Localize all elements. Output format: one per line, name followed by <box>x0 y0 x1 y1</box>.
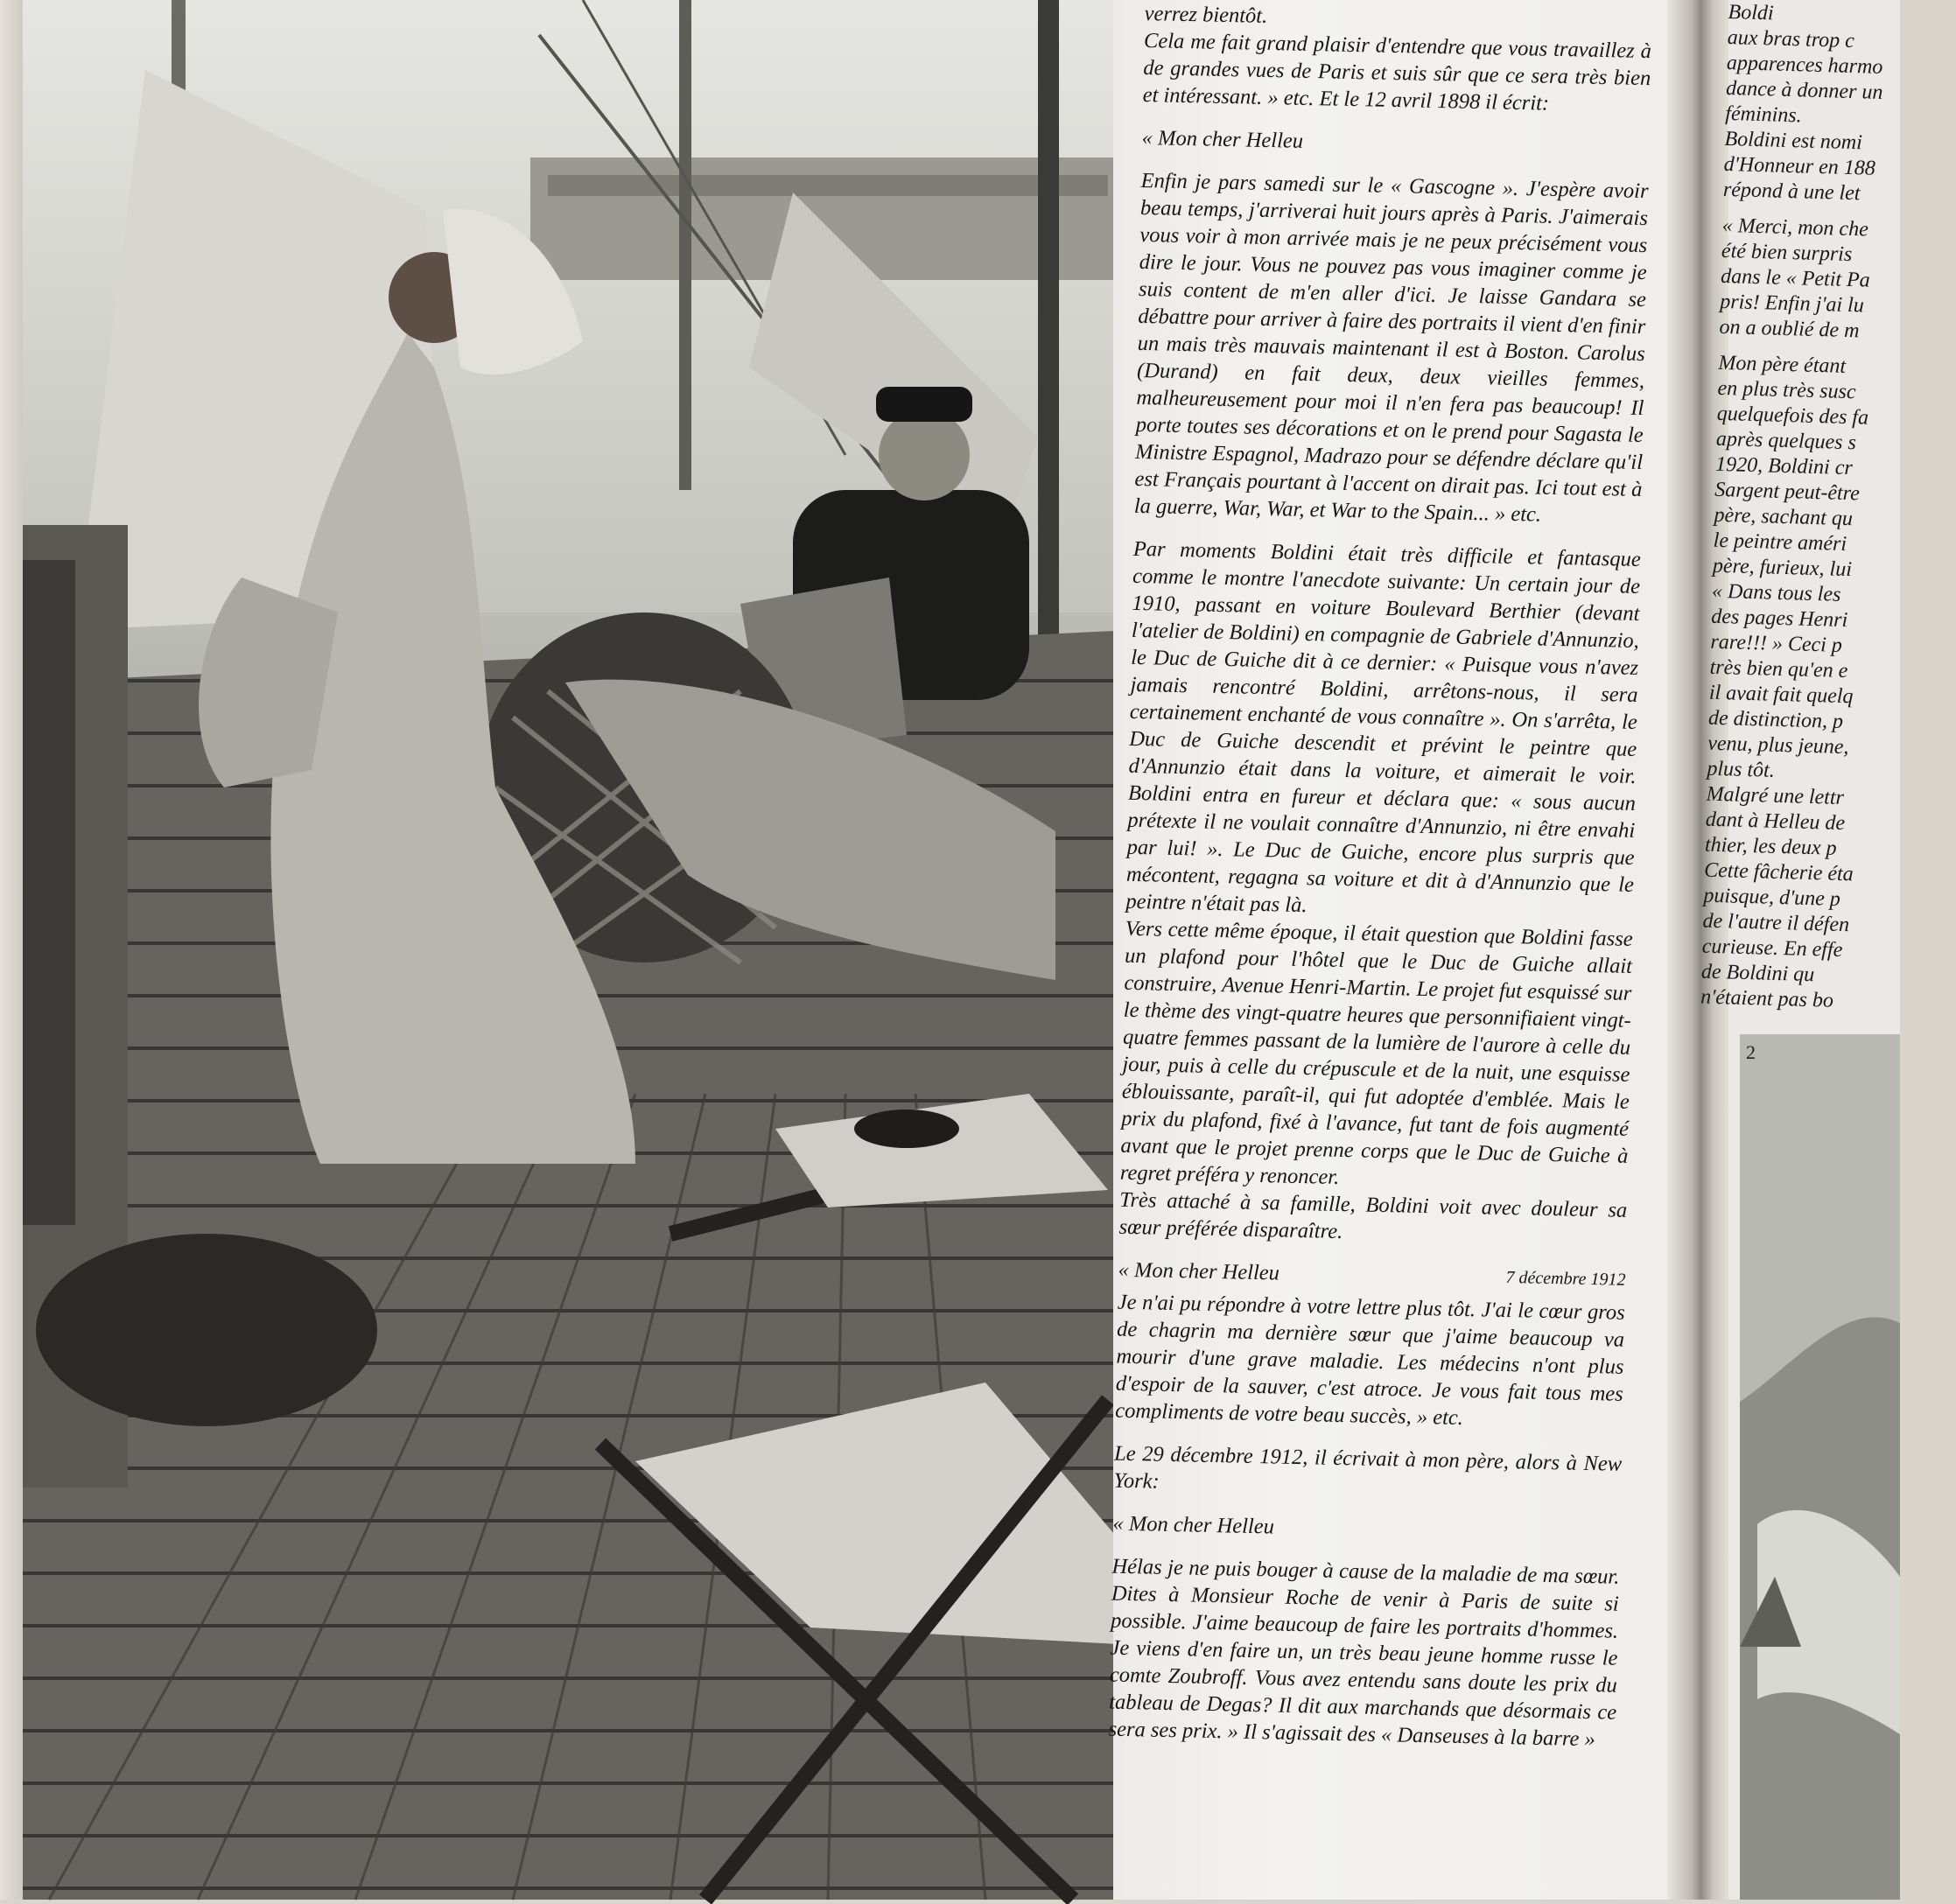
letter-body: Enfin je pars samedi sur le « Gascogne ». J'espère avoir beau temps, j'arriverai huit jours après à Paris. J'aimerais vous voir à mon arrivée mais je ne peux précisément vous dire le jour. Vous ne pouvez pas vous imaginer comme je suis content de m'en aller d'ici. Je laisse Gandara se débattre pour arriver à faire des portraits il vient d'en finir un mais très mauvais maintenant il est à Boston. Carolus (Durand) en fait deux, deux vieilles femmes, malheureusement pour moi il n'en fera pas beaucoup! Il porte toutes ses décorations et on le prend pour Sagasta le Ministre Espagnol, Madrazo pour se défendre déclare qu'il est Français pourtant à l'accent on dirait pas. Ici tout est à la guerre, War, War, et War to the Spain... » etc. <box>1133 168 1649 527</box>
right-text-line: 1920, Boldini cr <box>1714 452 1854 480</box>
right-text-line: aux bras trop c <box>1727 25 1855 53</box>
paragraph: verrez bientôt. <box>1144 1 1268 28</box>
right-text-line: pris! Enfin j'ai lu <box>1720 290 1865 318</box>
right-text-line: Mon père étant <box>1718 351 1847 378</box>
paragraph: Très attaché à sa famille, Boldini voit avec douleur sa sœur préférée disparaître. <box>1118 1187 1628 1244</box>
right-text-line: de Boldini qu <box>1700 960 1815 987</box>
right-text-line: en plus très susc <box>1717 376 1856 404</box>
right-text-line: d'Honneur en 188 <box>1723 152 1876 180</box>
right-text-line: venu, plus jeune, <box>1707 732 1849 760</box>
right-text-line: on a oublié de m <box>1719 315 1860 343</box>
letter-salutation: « Mon cher Helleu <box>1141 125 1304 153</box>
figure-number: 2 <box>1746 1041 1756 1063</box>
right-text-line: le peintre améri <box>1713 528 1847 556</box>
right-text-line: été bien surpris <box>1721 239 1853 267</box>
right-text-line: Cette fâcherie éta <box>1703 858 1854 886</box>
right-text-line: thier, les deux p <box>1704 833 1837 860</box>
right-text-line: « Dans tous les <box>1711 579 1841 606</box>
right-text-line: père, sachant qu <box>1714 503 1854 531</box>
right-text-line: plus tôt. <box>1707 757 1776 782</box>
right-text-line: répond à une let <box>1722 178 1861 206</box>
right-text-line: Boldini est nomi <box>1724 127 1863 155</box>
right-text-line: après quelques s <box>1715 427 1857 455</box>
paragraph: Vers cette même époque, il était question que Boldini fasse un plafond pour l'hôtel que le Duc de Guiche allait construire, Avenue Henri-Martin. Le projet fut esquissé sur le thème des vingt-quatre heures que personnifiaient vingt-quatre femmes passant de la lumière de l'aurore à celle du jour, puis à celle du crépuscule et de la nuit, une esquisse éblouissante, paraît-il, qui fut adoptée d'emblée. Mais le prix du plafond, fixé à l'avance, fut tant de fois augmenté avant que le projet prenne corps que le Duc de Guiche à regret préféra y renoncer. <box>1119 916 1633 1189</box>
right-text-line: Malgré une lettr <box>1706 782 1845 810</box>
right-text-line: dant à Helleu de <box>1705 808 1846 836</box>
right-text-line: Sargent peut-être <box>1714 478 1861 506</box>
paragraph: Par moments Boldini était très difficile et fantasque comme le montre l'anecdote suivante: Un certain jour de 1910, passant en voiture Boulevard Berthier (devant l'atelier de Boldini) en compagnie de Gabriele d'Annunzio, le Duc de Guiche dit à ce dernier: « Puisque vous n'avez jamais rencontré Boldini, arrêtons-nous, il sera certainement enchanté de vous connaître ». On s'arrêta, le Duc de Guiche descendit et prévint le peintre que d'Annunzio était dans la voiture, et aimerait le voir. Boldini entra en fureur et déclara que: « sous aucun prétexte il ne voulait connaître d'Annunzio, ni être envahi par lui! ». Le Duc de Guiche, encore plus surpris que mécontent, regagna sa voiture et dit à d'Annunzio que le peintre n'était pas là. <box>1125 536 1642 918</box>
right-text-line: Boldi <box>1728 0 1774 25</box>
right-text-line: dans le « Petit Pa <box>1720 264 1871 292</box>
right-text-line: « Merci, mon che <box>1721 214 1869 242</box>
letter-dateline <box>1118 1256 1626 1294</box>
right-text-column <box>1700 0 1956 1017</box>
right-text-line: apparences harmo <box>1726 51 1883 79</box>
right-text-line: quelquefois des fa <box>1716 402 1869 430</box>
main-text-column <box>1108 0 1652 1769</box>
right-text-line: des pages Henri <box>1710 605 1848 633</box>
right-page-figure <box>1740 1034 1900 1900</box>
photograph-icon <box>23 0 1134 1900</box>
right-text-line: de l'autre il défen <box>1702 909 1850 937</box>
right-text-line: dance à donner un <box>1725 76 1883 104</box>
right-text-line: féminins. <box>1725 102 1803 128</box>
page-edge <box>0 0 23 1900</box>
letter-body: Je n'ai pu répondre à votre lettre plus tôt. J'ai le cœur gros de chagrin ma dernière sœur que j'aime beaucoup va mourir d'une grave maladie. Les médecins n'ont plus d'espoir de la sauver, c'est atroce. Je vous fait tous mes compliments de votre beau succès, » etc. <box>1114 1290 1625 1430</box>
letter-salutation: « Mon cher Helleu <box>1118 1257 1280 1285</box>
right-text-line: puisque, d'une p <box>1703 884 1841 911</box>
paragraph: Cela me fait grand plaisir d'entendre que vous travaillez à de grandes vues de Paris et suis sûr que ce sera très bien et intéressant. » etc. Et le 12 avril 1898 il écrit: <box>1142 28 1652 116</box>
right-text-line: très bien qu'en e <box>1709 655 1848 683</box>
letter-salutation: « Mon cher Helleu <box>1112 1511 1275 1539</box>
yacht-deck-photograph <box>23 0 1134 1900</box>
figure-image-icon <box>1740 1034 1900 1900</box>
right-text-line: père, furieux, lui <box>1712 554 1853 582</box>
letter-date: 7 décembre 1912 <box>1505 1267 1626 1290</box>
paragraph: Le 29 décembre 1912, il écrivait à mon père, alors à New York: <box>1113 1441 1623 1494</box>
right-text-line: rare!!! » Ceci p <box>1710 630 1843 657</box>
right-text-line: il avait fait quelq <box>1708 681 1854 709</box>
right-text-line: de distinction, p <box>1707 706 1844 733</box>
right-text-line: n'étaient pas bo <box>1700 985 1834 1012</box>
letter-body: Hélas je ne puis bouger à cause de la maladie de ma sœur. Dites à Monsieur Roche de venir à Paris de suite si possible. J'aime beaucoup de faire les portraits d'hommes. Je viens d'en faire un, un très beau jeune homme russe le comte Zoubroff. Vous avez entendu sans doute les prix du tableau de Degas? Il dit aux marchands que désormais ce sera ses prix. » Il s'agissait des « Danseuses à la barre » <box>1108 1554 1620 1752</box>
right-text-line: curieuse. En effe <box>1701 934 1843 962</box>
